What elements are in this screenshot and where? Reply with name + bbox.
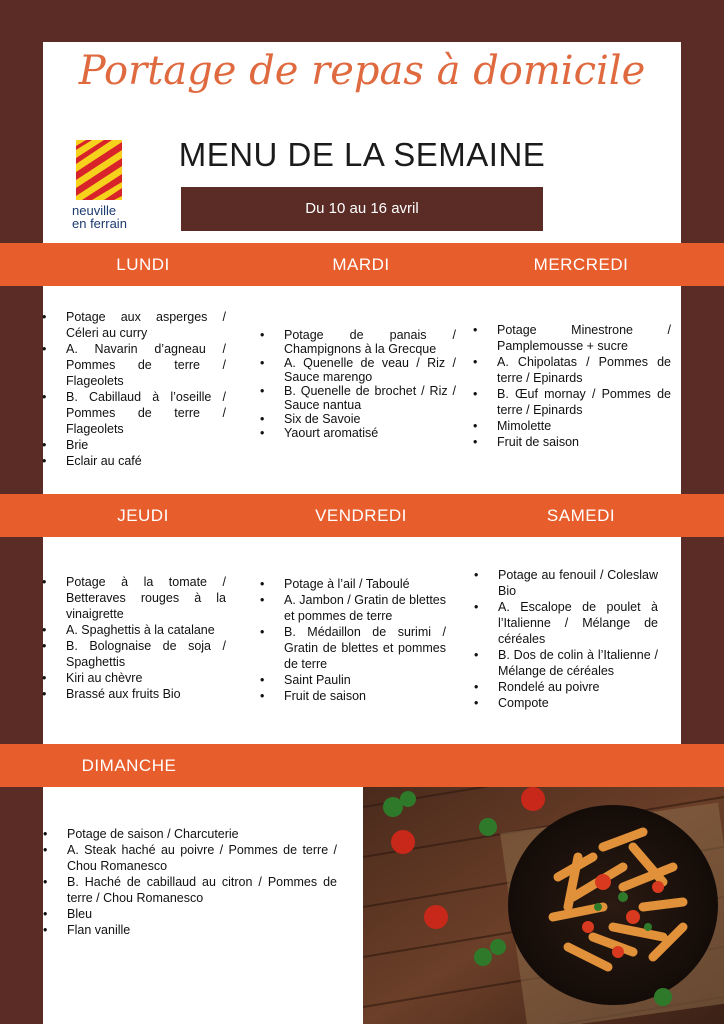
menu-item: • Fruit de saison: [260, 688, 446, 704]
day-label-mercredi: MERCREDI: [533, 255, 629, 274]
menu-item: • Brie: [42, 437, 226, 453]
page-title: Portage de repas à domicile: [78, 48, 646, 94]
menu-item: • B. Médaillon de surimi / Gratin de blettes et pommes de terre: [260, 624, 446, 672]
day-band-1: [0, 243, 724, 286]
menu-item: • A. Spaghettis à la catalane: [42, 622, 226, 638]
menu-item: • Mimolette: [473, 418, 671, 434]
menu-item: • Yaourt aromatisé: [260, 426, 456, 440]
menu-item: • Potage à l’ail / Taboulé: [260, 576, 446, 592]
menu-list-dimanche: [43, 826, 337, 938]
menu-item: • Kiri au chèvre: [42, 670, 226, 686]
menu-item: • Rondelé au poivre: [474, 679, 658, 695]
menu-item: • Six de Savoie: [260, 412, 456, 426]
menu-item: • A. Chipolatas / Pommes de terre / Epinards: [473, 354, 671, 386]
menu-heading: MENU DE LA SEMAINE: [178, 136, 546, 173]
menu-item: • Potage de panais / Champignons à la Grecque: [260, 328, 456, 356]
menu-item: • Flan vanille: [43, 922, 337, 938]
menu-list-jeudi: [42, 574, 226, 702]
menu-item: • Potage à la tomate / Betteraves rouges à la vinaigrette: [42, 574, 226, 622]
menu-item: • B. Dos de colin à l’Italienne / Mélange de céréales: [474, 647, 658, 679]
date-range-banner: [181, 187, 543, 231]
menu-item: • Saint Paulin: [260, 672, 446, 688]
menu-item: • B. Haché de cabillaud au citron / Pommes de terre / Chou Romanesco: [43, 874, 337, 906]
menu-list-mardi: [260, 328, 456, 440]
menu-item: • B. Œuf mornay / Pommes de terre / Epinards: [473, 386, 671, 418]
menu-item: • B. Quenelle de brochet / Riz / Sauce nantua: [260, 384, 456, 412]
menu-item: • Fruit de saison: [473, 434, 671, 450]
menu-list-mercredi: [473, 322, 671, 450]
menu-item: • Potage de saison / Charcuterie: [43, 826, 337, 842]
menu-item: • A. Navarin d’agneau / Pommes de terre / Flageolets: [42, 341, 226, 389]
menu-item: • Potage aux asperges / Céleri au curry: [42, 309, 226, 341]
day-label-mardi: MARDI: [332, 255, 390, 274]
menu-item: • Potage au fenouil / Coleslaw Bio: [474, 567, 658, 599]
logo-line-1: neuville: [72, 203, 117, 218]
day-band-3: [0, 744, 724, 787]
day-label-samedi: SAMEDI: [546, 506, 616, 525]
logo-line-2: en ferrain: [72, 216, 127, 231]
logo-text: [72, 204, 132, 230]
menu-item: • Brassé aux fruits Bio: [42, 686, 226, 702]
day-label-lundi: LUNDI: [116, 255, 170, 274]
menu-item: • A. Quenelle de veau / Riz / Sauce marengo: [260, 356, 456, 384]
date-range: Du 10 au 16 avril: [305, 200, 419, 217]
menu-item: • B. Cabillaud à l’oseille / Pommes de terre / Flageolets: [42, 389, 226, 437]
menu-item: • Potage Minestrone / Pamplemousse + sucre: [473, 322, 671, 354]
day-label-dimanche: DIMANCHE: [81, 756, 177, 775]
day-label-vendredi: VENDREDI: [315, 506, 407, 525]
menu-item: • A. Steak haché au poivre / Pommes de terre / Chou Romanesco: [43, 842, 337, 874]
menu-list-vendredi: [260, 576, 446, 704]
menu-item: • Bleu: [43, 906, 337, 922]
menu-item: • A. Escalope de poulet à l’Italienne / Mélange de céréales: [474, 599, 658, 647]
day-band-2: [0, 494, 724, 537]
menu-list-samedi: [474, 567, 658, 711]
menu-item: • Eclair au café: [42, 453, 226, 469]
menu-item: • B. Bolognaise de soja / Spaghettis: [42, 638, 226, 670]
menu-item: • Compote: [474, 695, 658, 711]
pasta-photo: [363, 787, 724, 1024]
menu-list-lundi: [42, 309, 226, 469]
menu-item: • A. Jambon / Gratin de blettes et pommes de terre: [260, 592, 446, 624]
day-label-jeudi: JEUDI: [117, 506, 169, 525]
